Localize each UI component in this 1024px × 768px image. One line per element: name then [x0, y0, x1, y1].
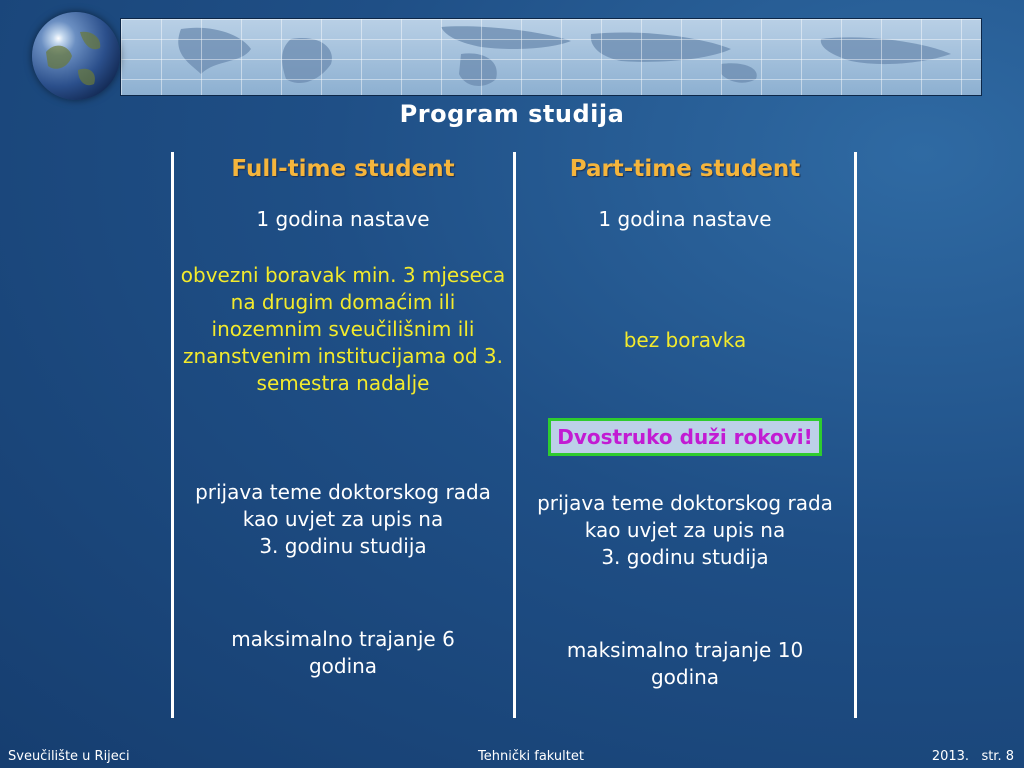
- part-time-thesis-line2: kao uvjet za upis na: [584, 518, 786, 542]
- globe-logo-icon: [32, 12, 120, 100]
- column-divider-right: [854, 152, 857, 718]
- full-time-column: [175, 156, 511, 680]
- part-time-duration: maksimalno trajanje 10 godina: [566, 638, 804, 689]
- part-time-teaching: 1 godina nastave: [598, 207, 772, 231]
- part-time-thesis: [517, 490, 853, 571]
- full-time-heading: Full-time student: [231, 156, 455, 182]
- page-title: Program studija: [399, 100, 625, 128]
- part-time-heading: Part-time student: [569, 156, 801, 182]
- full-time-thesis: [175, 479, 511, 560]
- map-grid: [121, 19, 981, 95]
- world-map-banner: [120, 18, 982, 96]
- full-time-duration: maksimalno trajanje 6 godina: [231, 627, 455, 678]
- part-time-column: [517, 156, 853, 691]
- double-deadlines-badge: Dvostruko duži rokovi!: [548, 418, 822, 456]
- part-time-thesis-line1: prijava teme doktorskog rada: [537, 491, 833, 515]
- footer-university: Sveučilište u Rijeci: [8, 749, 130, 764]
- column-divider-center: [513, 152, 516, 718]
- part-time-thesis-line3: 3. godinu studija: [601, 545, 769, 569]
- footer-page-number: 2013. str. 8: [931, 749, 1014, 764]
- full-time-residency: obvezni boravak min. 3 mjeseca na drugim domaćim ili inozemnim sveučilišnim ili znanstvenim institucijama od 3. semestra nadalje: [180, 263, 506, 395]
- full-time-thesis-line1: prijava teme doktorskog rada: [195, 480, 491, 504]
- full-time-thesis-line2: kao uvjet za upis na: [242, 507, 444, 531]
- full-time-teaching: 1 godina nastave: [256, 207, 430, 231]
- footer-faculty: Tehnički fakultet: [478, 749, 584, 764]
- column-divider-left: [171, 152, 174, 718]
- part-time-residency: bez boravka: [623, 328, 747, 352]
- full-time-thesis-line3: 3. godinu studija: [259, 534, 427, 558]
